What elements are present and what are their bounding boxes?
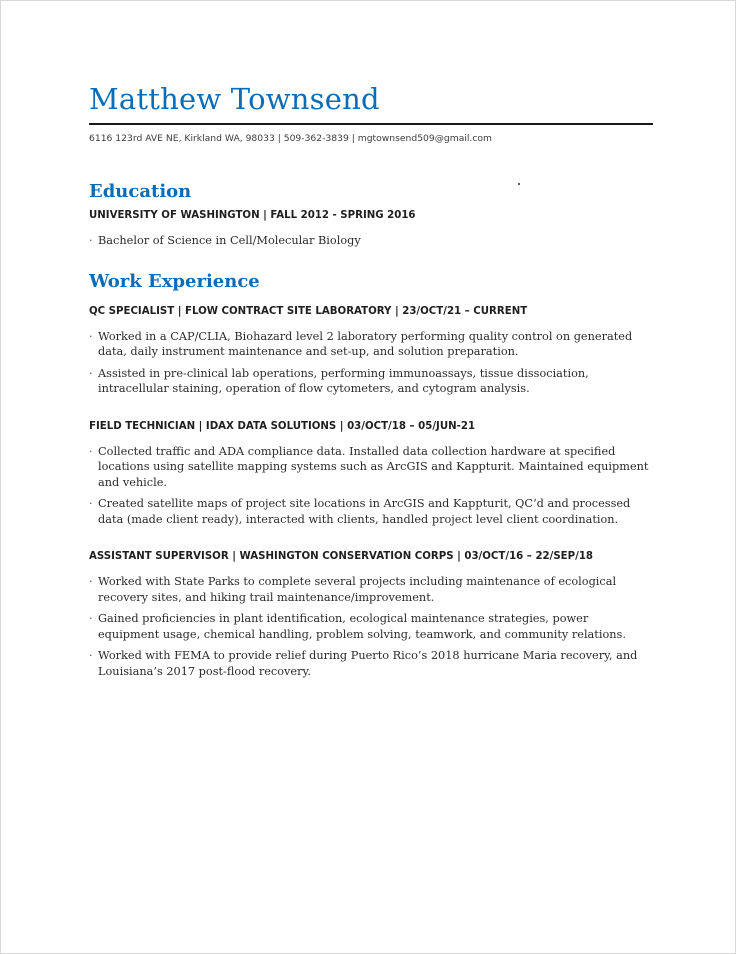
work-experience-heading: Work Experience — [89, 270, 260, 292]
education-bullets — [89, 233, 653, 249]
contact-line: 6116 123rd AVE NE, Kirkland WA, 98033 | 509-362-3839 | mgtownsend509@gmail.com — [89, 133, 492, 144]
bullet-mark: · — [89, 575, 93, 588]
education-heading: Education — [89, 181, 192, 202]
job-bullets — [89, 444, 653, 528]
bullet-mark: · — [89, 649, 93, 662]
bullet-mark: · — [89, 366, 93, 380]
job-bullet — [89, 611, 653, 642]
bullet-text: Gained proficiencies in plant identification, ecological maintenance strategies, power equipment usage, chemical handling, problem solving, teamwork, and community relations. — [98, 612, 626, 641]
education-bullet — [89, 233, 653, 249]
job-bullet — [89, 648, 653, 679]
bullet-mark: · — [89, 234, 93, 247]
bullet-mark: · — [89, 497, 93, 510]
bullet-mark: · — [89, 612, 93, 625]
job-bullet — [89, 366, 653, 397]
resume-content — [89, 79, 653, 685]
job-heading: FIELD TECHNICIAN | IDAX DATA SOLUTIONS | 03/OCT/18 – 05/JUN-21 — [89, 420, 476, 432]
education-entry: UNIVERSITY OF WASHINGTON | FALL 2012 - SPRING 2016 — [89, 210, 416, 221]
job-heading: ASSISTANT SUPERVISOR | WASHINGTON CONSERVATION CORPS | 03/OCT/16 – 22/SEP/18 — [89, 551, 593, 562]
bullet-mark: · — [89, 329, 93, 343]
job-bullets — [89, 329, 653, 397]
bullet-text: Worked with State Parks to complete several projects including maintenance of ecological recovery sites, and hiking trail maintenance/improvement. — [98, 575, 617, 604]
bullet-mark: · — [89, 444, 93, 458]
job-entry — [89, 305, 653, 397]
bullet-text: Assisted in pre-clinical lab operations, performing immunoassays, tissue dissociation, intracellular staining, operation of flow cytometers, and cytogram analysis. — [98, 366, 589, 395]
job-bullet — [89, 444, 653, 491]
job-bullets — [89, 574, 653, 679]
job-entry — [89, 420, 653, 528]
header-divider — [89, 123, 653, 125]
bullet-text: Collected traffic and ADA compliance data. Installed data collection hardware at specified locations using satellite mapping systems such as ArcGIS and Kappturit. Maintained equipment and vehicle. — [98, 444, 649, 489]
job-bullet — [89, 574, 653, 605]
bullet-text: Created satellite maps of project site locations in ArcGIS and Kappturit, QC’d and processed data (made client ready), interacted with clients, handled project level client coordination. — [98, 497, 631, 526]
job-entry — [89, 550, 653, 679]
job-bullet — [89, 329, 653, 360]
candidate-name: Matthew Townsend — [89, 82, 380, 116]
bullet-text: Worked in a CAP/CLIA, Biohazard level 2 laboratory performing quality control on generated data, daily instrument maintenance and set-up, and solution preparation. — [98, 329, 633, 358]
job-bullet — [89, 496, 653, 527]
job-heading: QC SPECIALIST | FLOW CONTRACT SITE LABORATORY | 23/OCT/21 – CURRENT — [89, 305, 528, 317]
bullet-text: Worked with FEMA to provide relief during Puerto Rico’s 2018 hurricane Maria recovery, and Louisiana’s 2017 post-flood recovery. — [98, 649, 638, 678]
bullet-text: Bachelor of Science in Cell/Molecular Biology — [98, 234, 361, 247]
